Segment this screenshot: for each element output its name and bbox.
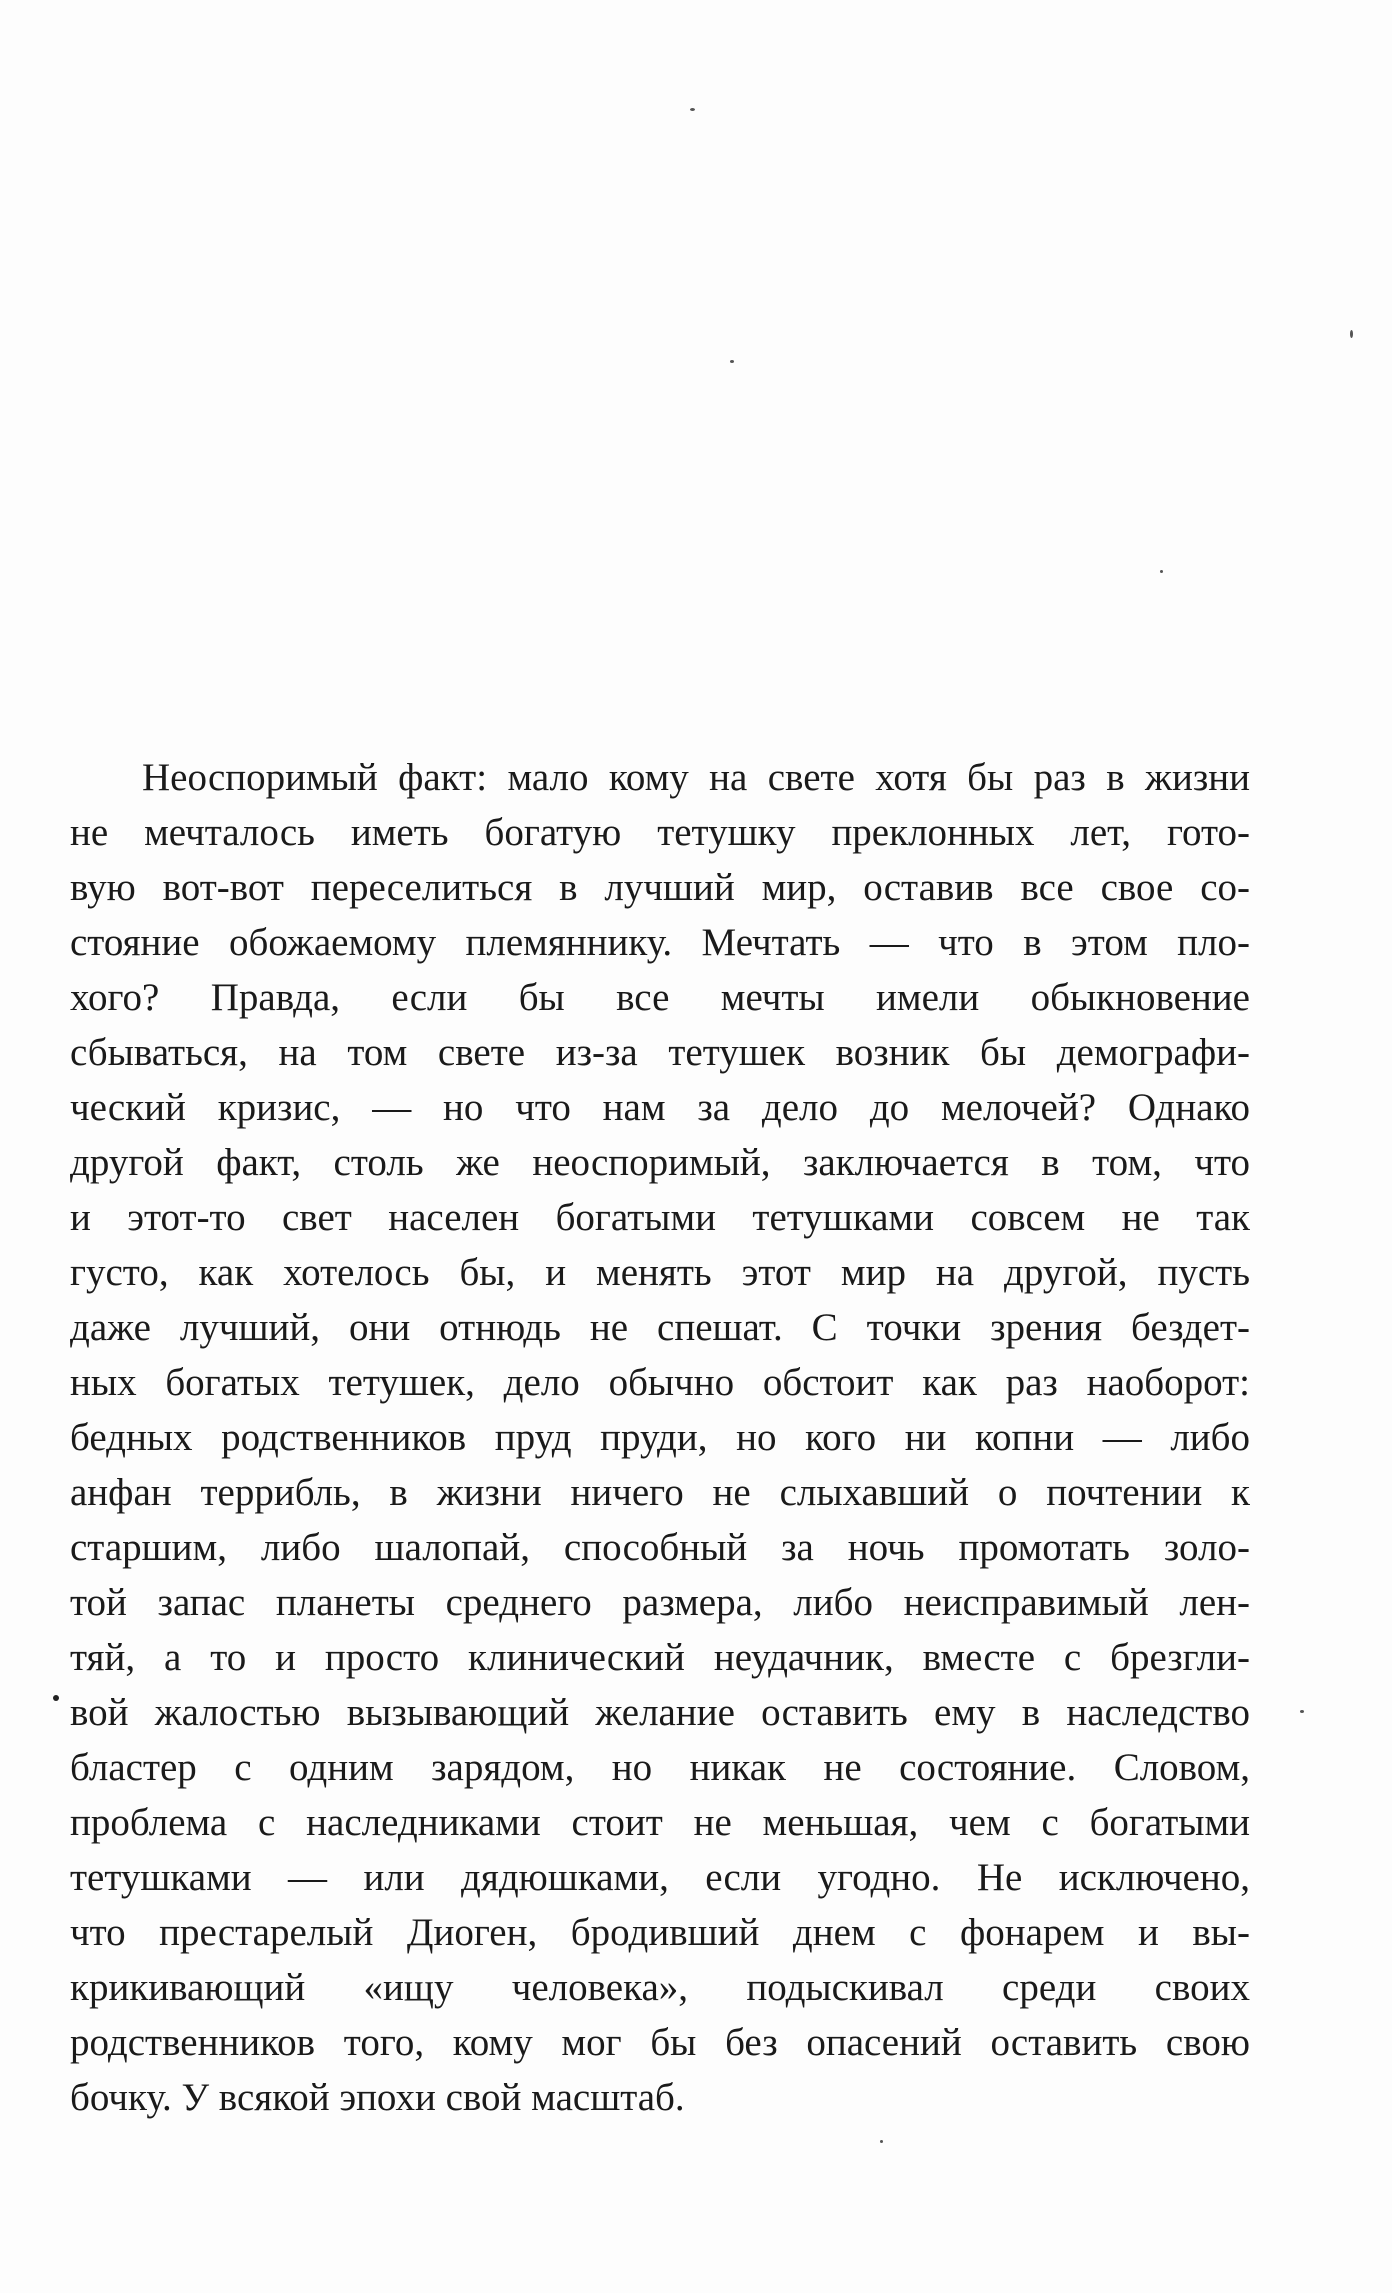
print-speck xyxy=(690,108,695,111)
paragraph-line: бластер с одним зарядом, но никак не состояние. Словом, xyxy=(70,1746,1250,1789)
paragraph-line: вую вот-вот переселиться в лучший мир, оставив все свое со- xyxy=(70,866,1250,909)
paragraph-line: стояние обожаемому племяннику. Мечтать — что в этом пло- xyxy=(70,921,1250,964)
paragraph-line: крикивающий «ищу человека», подыскивал среди своих xyxy=(70,1966,1250,2009)
paragraph-line: тетушками — или дядюшками, если угодно. Не исключено, xyxy=(70,1856,1250,1899)
paragraph-line: сбываться, на том свете из-за тетушек возник бы демографи- xyxy=(70,1031,1250,1074)
print-speck xyxy=(1300,1710,1304,1713)
paragraph-line: не мечталось иметь богатую тетушку преклонных лет, гото- xyxy=(70,811,1250,854)
print-speck xyxy=(53,1695,59,1701)
paragraph-line: что престарелый Диоген, бродивший днем с фонарем и вы- xyxy=(70,1911,1250,1954)
paragraph-line: и этот-то свет населен богатыми тетушками совсем не так xyxy=(70,1196,1250,1239)
paragraph-line: ных богатых тетушек, дело обычно обстоит как раз наоборот: xyxy=(70,1361,1250,1404)
paragraph-line: родственников того, кому мог бы без опасений оставить свою xyxy=(70,2021,1250,2064)
print-speck xyxy=(1160,570,1163,573)
print-speck xyxy=(730,360,734,363)
paragraph-line: тяй, а то и просто клинический неудачник, вместе с брезгли- xyxy=(70,1636,1250,1679)
paragraph-line: той запас планеты среднего размера, либо неисправимый лен- xyxy=(70,1581,1250,1624)
paragraph-line: даже лучший, они отнюдь не спешат. С точки зрения бездет- xyxy=(70,1306,1250,1349)
body-paragraph xyxy=(70,750,1250,2125)
paragraph-line: хого? Правда, если бы все мечты имели обыкновение xyxy=(70,976,1250,1019)
paragraph-line: ческий кризис, — но что нам за дело до мелочей? Однако xyxy=(70,1086,1250,1129)
paragraph-line: старшим, либо шалопай, способный за ночь промотать золо- xyxy=(70,1526,1250,1569)
paragraph-line: Неоспоримый факт: мало кому на свете хотя бы раз в жизни xyxy=(142,756,1250,799)
paragraph-line: густо, как хотелось бы, и менять этот мир на другой, пусть xyxy=(70,1251,1250,1294)
paragraph-line: другой факт, столь же неоспоримый, заключается в том, что xyxy=(70,1141,1250,1184)
print-speck xyxy=(1350,330,1353,338)
paragraph-line: бочку. У всякой эпохи свой масштаб. xyxy=(70,2076,685,2119)
paragraph-line: проблема с наследниками стоит не меньшая, чем с богатыми xyxy=(70,1801,1250,1844)
paragraph-line: бедных родственников пруд пруди, но кого ни копни — либо xyxy=(70,1416,1250,1459)
paragraph-line: анфан террибль, в жизни ничего не слыхавший о почтении к xyxy=(70,1471,1250,1514)
paragraph-line: вой жалостью вызывающий желание оставить ему в наследство xyxy=(70,1691,1250,1734)
print-speck xyxy=(880,2140,883,2143)
